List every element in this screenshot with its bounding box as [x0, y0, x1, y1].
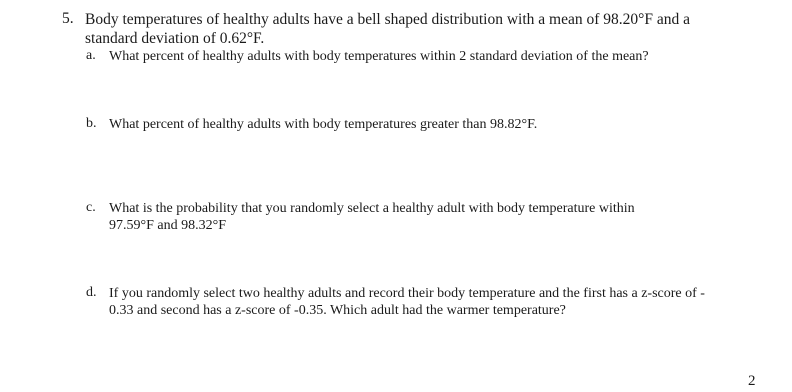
part-c-letter: c.	[86, 200, 96, 215]
part-b-text: What percent of healthy adults with body temperatures greater than 98.82°F.	[109, 117, 538, 132]
part-a-letter: a.	[86, 48, 96, 63]
question-number: 5.	[62, 10, 74, 27]
part-d-text-line-2: 0.33 and second has a z-score of -0.35. Which adult had the warmer temperature?	[109, 303, 566, 318]
part-d-text-line-1: If you randomly select two healthy adults and record their body temperature and the first has a z-score of -	[109, 286, 705, 301]
part-d-letter: d.	[86, 285, 97, 300]
question-text-line-2: standard deviation of 0.62°F.	[85, 30, 265, 47]
part-c-text-line-2: 97.59°F and 98.32°F	[109, 218, 226, 233]
part-a-text: What percent of healthy adults with body temperatures within 2 standard deviation of the mean?	[109, 49, 649, 64]
page-number: 2	[748, 373, 756, 389]
part-c-text-line-1: What is the probability that you randomly select a healthy adult with body temperature within	[109, 201, 635, 216]
part-b-letter: b.	[86, 116, 97, 131]
question-text-line-1: Body temperatures of healthy adults have a bell shaped distribution with a mean of 98.20°F and a	[85, 11, 690, 28]
